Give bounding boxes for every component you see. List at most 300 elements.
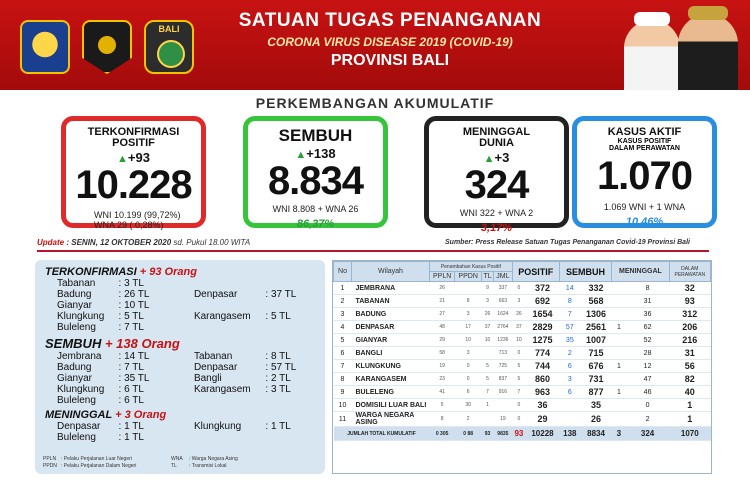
total-new-recovered: 138	[559, 427, 580, 441]
cell-region: KARANGASEM	[352, 373, 430, 386]
recovered-label: SEMBUH	[278, 126, 353, 145]
region-count: : 1 TL	[118, 432, 144, 443]
cell-tl: 5	[482, 373, 494, 386]
cell-recovered-total: 731	[580, 373, 611, 386]
portrait-official-1	[624, 20, 680, 90]
cell-no: 11	[334, 412, 352, 427]
region-table-container	[332, 260, 712, 474]
total-new-deaths: 3	[612, 427, 626, 441]
cell-positive-total: 2829	[526, 321, 560, 334]
cell-recovered-total: 26	[580, 412, 611, 427]
confirmed-label-2: POSITIF	[112, 137, 155, 149]
cell-new-positive: 37	[512, 321, 525, 334]
source-note: Sumber: Press Release Satuan Tugas Penanganan Covid-19 Provinsi Bali	[445, 239, 690, 246]
region-row	[57, 278, 315, 289]
cell-ppdn: 0	[455, 360, 482, 373]
region-name: Badung	[57, 289, 92, 300]
cell-tl: 1	[482, 399, 494, 412]
cell-ppln: 41	[430, 386, 455, 399]
recovered-card	[243, 116, 388, 228]
table-row	[334, 373, 711, 386]
deaths-group-heading	[45, 409, 315, 421]
cell-tl: 26	[482, 308, 494, 321]
cell-positive-total: 1275	[526, 334, 560, 347]
confirmed-detail-wna: WNA 29 ( 0,28%)	[94, 220, 164, 230]
note-desc: : Pelaku Perjalanan Luar Negeri	[61, 456, 132, 462]
cell-new-deaths	[612, 334, 626, 347]
region-name: Denpasar	[57, 421, 101, 432]
region-row	[57, 384, 315, 395]
cell-new-recovered	[559, 412, 580, 427]
cell-recovered-total: 676	[580, 360, 611, 373]
cell-in-care: 93	[669, 295, 710, 308]
cell-new-positive: 26	[512, 308, 525, 321]
cell-positive-total: 774	[526, 347, 560, 360]
cell-positive-total: 1654	[526, 308, 560, 321]
table-row	[334, 360, 711, 373]
region-name: Buleleng	[57, 432, 96, 443]
table-row	[334, 412, 711, 427]
region-count	[265, 300, 315, 311]
confirmed-card	[61, 116, 206, 228]
total-jml: 9835	[494, 427, 513, 441]
abbreviation-notes	[43, 456, 238, 470]
cell-new-deaths	[612, 347, 626, 360]
col-deaths: MENINGGAL	[612, 262, 669, 282]
note-desc: : Warga Negara Asing	[189, 456, 238, 462]
table-row	[334, 308, 711, 321]
deaths-delta-value: +3	[494, 150, 510, 165]
cell-ppln: 48	[430, 321, 455, 334]
recovered-group-unit: Orang	[141, 336, 180, 351]
table-total-row	[334, 427, 711, 441]
total-tl: 93	[482, 427, 494, 441]
region-count: : 7 TL	[118, 322, 144, 333]
region-name: Jembrana	[57, 351, 102, 362]
header-banner	[0, 0, 750, 90]
cell-ppdn: 30	[455, 399, 482, 412]
cell-region: BULELENG	[352, 386, 430, 399]
note-abbr: PPDN	[43, 463, 57, 469]
cell-region: BANGLI	[352, 347, 430, 360]
region-name: Karangasem	[193, 384, 251, 395]
cell-new-deaths	[612, 308, 626, 321]
recovered-group-heading	[45, 336, 315, 351]
cell-tl: 7	[482, 386, 494, 399]
table-row	[334, 295, 711, 308]
cell-region: BADUNG	[352, 308, 430, 321]
cell-in-care: 1	[669, 412, 710, 427]
region-name: Buleleng	[57, 395, 96, 406]
cell-new-positive: 0	[512, 399, 525, 412]
cell-new-deaths: 1	[612, 360, 626, 373]
deaths-group-title: MENINGGAL	[45, 409, 113, 421]
cell-no: 7	[334, 360, 352, 373]
cell-no: 9	[334, 386, 352, 399]
cell-jml: 337	[494, 282, 513, 295]
cell-new-positive: 3	[512, 295, 525, 308]
cell-new-recovered: 7	[559, 308, 580, 321]
region-count	[265, 278, 315, 289]
region-name: Denpasar	[193, 362, 238, 373]
region-name: Gianyar	[57, 300, 93, 311]
region-name: Klungkung	[193, 421, 242, 432]
region-count: : 1 TL	[118, 421, 144, 432]
cell-new-positive: 0	[512, 412, 525, 427]
region-count	[265, 432, 315, 443]
region-name: Tabanan	[57, 278, 96, 289]
cell-positive-total: 744	[526, 360, 560, 373]
region-row	[57, 362, 315, 373]
section-title: PERKEMBANGAN AKUMULATIF	[255, 95, 495, 111]
cell-deaths-total: 8	[626, 282, 669, 295]
recovered-region-list	[57, 351, 315, 406]
cell-region: JEMBRANA	[352, 282, 430, 295]
col-positive: POSITIF	[512, 262, 559, 282]
cell-new-recovered: 57	[559, 321, 580, 334]
cell-new-deaths	[612, 412, 626, 427]
active-card	[572, 116, 717, 228]
cell-tl	[482, 347, 494, 360]
cell-ppdn: 17	[455, 321, 482, 334]
cell-positive-total: 692	[526, 295, 560, 308]
cell-new-recovered: 2	[559, 347, 580, 360]
cell-ppln: 21	[430, 295, 455, 308]
region-row	[57, 322, 315, 333]
bali-police-emblem	[144, 20, 194, 74]
region-row	[57, 311, 315, 322]
cell-ppdn: 6	[455, 386, 482, 399]
deaths-detail: WNI 322 + WNA 2	[459, 208, 534, 218]
region-name	[194, 278, 265, 289]
confirmed-region-list	[57, 278, 315, 333]
cell-in-care: 216	[669, 334, 710, 347]
cell-deaths-total: 31	[626, 295, 669, 308]
cell-region: DENPASAR	[352, 321, 430, 334]
deaths-percent: 3,17%	[480, 222, 513, 234]
header-subtitle: CORONA VIRUS DISEASE 2019 (COVID-19)	[267, 35, 513, 49]
note-desc: : Transmisi Lokal	[189, 463, 227, 469]
recovered-detail: WNI 8.808 + WNA 26	[272, 204, 359, 214]
cell-positive-total: 860	[526, 373, 560, 386]
cell-recovered-total: 877	[580, 386, 611, 399]
cell-in-care: 312	[669, 308, 710, 321]
total-ppln: 0 305	[430, 427, 455, 441]
region-row	[57, 289, 315, 300]
cell-region: WARGA NEGARA ASING	[352, 412, 430, 427]
cell-recovered-total: 1007	[580, 334, 611, 347]
cell-no: 3	[334, 308, 352, 321]
portrait-official-2	[678, 14, 738, 90]
cell-in-care: 40	[669, 386, 710, 399]
cell-ppdn	[455, 282, 482, 295]
cell-new-positive: 0	[512, 282, 525, 295]
cell-jml: 663	[494, 295, 513, 308]
region-count: : 14 TL	[118, 351, 150, 362]
cell-positive-total: 36	[526, 399, 560, 412]
region-row	[57, 432, 315, 443]
region-count: : 26 TL	[118, 289, 150, 300]
total-in-care: 1070	[669, 427, 710, 441]
cell-new-positive: 5	[512, 373, 525, 386]
total-recovered: 8834	[580, 427, 611, 441]
cell-jml: 1624	[494, 308, 513, 321]
active-sub-2: DALAM PERAWATAN	[609, 145, 680, 152]
cell-new-recovered	[559, 399, 580, 412]
col-in-care-1: DALAM	[681, 265, 699, 272]
cell-ppln: 5	[430, 399, 455, 412]
table-row	[334, 399, 711, 412]
header-title-block	[200, 10, 580, 70]
cell-new-positive: 0	[512, 347, 525, 360]
cell-ppdn: 3	[455, 308, 482, 321]
cell-jml: 19	[494, 412, 513, 427]
total-ppdn: 0 88	[455, 427, 482, 441]
note-desc: : Pelaku Perjalanan Dalam Negeri	[61, 463, 137, 469]
update-line	[37, 238, 250, 247]
total-new-positive: 93	[512, 427, 525, 441]
cell-new-positive: 10	[512, 334, 525, 347]
active-percent: 10,46%	[625, 216, 664, 228]
cell-positive-total: 29	[526, 412, 560, 427]
recovered-group-title: SEMBUH	[45, 336, 102, 351]
cell-deaths-total: 28	[626, 347, 669, 360]
recovered-value: 8.834	[267, 159, 364, 203]
region-name: Buleleng	[57, 322, 96, 333]
cell-tl: 10	[482, 334, 494, 347]
deaths-group-unit: Orang	[133, 409, 167, 421]
cell-new-positive: 7	[512, 386, 525, 399]
table-row	[334, 386, 711, 399]
cell-in-care: 56	[669, 360, 710, 373]
cell-no: 2	[334, 295, 352, 308]
cell-recovered-total: 2561	[580, 321, 611, 334]
region-name: Bangli	[193, 373, 222, 384]
cell-new-deaths: 1	[612, 321, 626, 334]
up-triangle-icon: ▲	[483, 153, 495, 165]
active-detail: 1.069 WNI + 1 WNA	[603, 202, 686, 212]
col-tl: TL	[483, 273, 492, 280]
note-line	[43, 463, 238, 470]
note-abbr: PPLN	[43, 456, 57, 462]
confirmed-label: TERKONFIRMASI	[87, 126, 180, 138]
cell-positive-total: 372	[526, 282, 560, 295]
deaths-label-2: DUNIA	[479, 137, 514, 149]
cell-deaths-total: 47	[626, 373, 669, 386]
cell-new-deaths	[612, 399, 626, 412]
cell-region: DOMISILI LUAR BALI	[352, 399, 430, 412]
cell-ppdn: 10	[455, 334, 482, 347]
cell-deaths-total: 2	[626, 412, 669, 427]
cell-in-care: 32	[669, 282, 710, 295]
cell-jml: 916	[494, 386, 513, 399]
region-name	[194, 300, 265, 311]
udayana-military-emblem	[82, 20, 132, 74]
region-count: : 1 TL	[265, 421, 291, 432]
cell-ppdn: 3	[455, 347, 482, 360]
confirmed-group-count: + 93	[139, 266, 162, 278]
col-ppdn: PPDN	[455, 272, 482, 282]
update-time: sd. Pukul 18.00 WITA	[173, 238, 251, 247]
region-table-body	[334, 282, 711, 441]
region-count: : 2 TL	[265, 373, 291, 384]
total-positive: 10228	[526, 427, 560, 441]
region-name: Klungkung	[57, 384, 105, 395]
cell-ppln: 19	[430, 360, 455, 373]
region-name: Klungkung	[57, 311, 105, 322]
region-row	[57, 300, 315, 311]
cell-new-deaths	[612, 295, 626, 308]
update-label: Update	[37, 238, 65, 247]
cell-new-recovered: 6	[559, 386, 580, 399]
cell-positive-total: 963	[526, 386, 560, 399]
cell-ppln: 27	[430, 308, 455, 321]
cell-deaths-total: 36	[626, 308, 669, 321]
cell-in-care: 82	[669, 373, 710, 386]
cell-no: 4	[334, 321, 352, 334]
region-count: : 57 TL	[265, 362, 297, 373]
region-count: : 6 TL	[118, 395, 144, 406]
header-province: PROVINSI BALI	[330, 52, 450, 69]
region-row	[57, 373, 315, 384]
police-emblem-text: BALI	[158, 24, 180, 34]
cell-recovered-total: 1306	[580, 308, 611, 321]
cell-jml: 713	[494, 347, 513, 360]
total-deaths: 324	[626, 427, 669, 441]
cell-in-care: 1	[669, 399, 710, 412]
table-row	[334, 321, 711, 334]
cell-no: 10	[334, 399, 352, 412]
confirmed-value: 10.228	[75, 163, 192, 207]
recovered-delta-value: +138	[306, 146, 336, 161]
cell-region: KLUNGKUNG	[352, 360, 430, 373]
update-date: : SENIN, 12 OKTOBER 2020	[66, 238, 172, 247]
cell-new-positive: 5	[512, 360, 525, 373]
region-count: : 6 TL	[118, 384, 144, 395]
cell-region: TABANAN	[352, 295, 430, 308]
cell-tl: 37	[482, 321, 494, 334]
region-count: : 8 TL	[265, 351, 291, 362]
cell-ppln: 29	[430, 334, 455, 347]
region-row	[57, 421, 315, 432]
cell-ppdn: 2	[455, 412, 482, 427]
active-sub-1: KASUS POSITIF	[617, 138, 672, 145]
cell-region: GIANYAR	[352, 334, 430, 347]
cell-new-recovered: 35	[559, 334, 580, 347]
cell-tl	[482, 412, 494, 427]
region-count: : 37 TL	[265, 289, 297, 300]
cell-ppln: 8	[430, 412, 455, 427]
cell-no: 8	[334, 373, 352, 386]
region-count: : 5 TL	[265, 311, 291, 322]
cell-ppln: 58	[430, 347, 455, 360]
cell-jml: 837	[494, 373, 513, 386]
cell-jml: 1236	[494, 334, 513, 347]
daily-summary-panel	[35, 260, 325, 474]
cell-new-recovered: 3	[559, 373, 580, 386]
table-row	[334, 282, 711, 295]
divider	[37, 250, 709, 252]
cell-deaths-total: 62	[626, 321, 669, 334]
cell-no: 5	[334, 334, 352, 347]
bali-province-emblem	[20, 20, 70, 74]
col-recovered: SEMBUH	[559, 262, 611, 282]
table-row	[334, 347, 711, 360]
confirmed-group-unit: Orang	[164, 266, 197, 278]
cell-deaths-total: 0	[626, 399, 669, 412]
region-count: : 5 TL	[118, 311, 144, 322]
cell-in-care: 206	[669, 321, 710, 334]
region-count: : 10 TL	[118, 300, 150, 311]
col-region: Wilayah	[352, 262, 430, 282]
col-no: No	[334, 262, 352, 282]
cell-ppdn: 0	[455, 373, 482, 386]
col-new-cases: Penambahan Kasus Positif	[430, 262, 513, 272]
cell-jml	[494, 399, 513, 412]
deaths-group-count: + 3	[115, 409, 131, 421]
cell-new-recovered: 14	[559, 282, 580, 295]
region-count: : 3 TL	[118, 278, 144, 289]
cell-recovered-total: 715	[580, 347, 611, 360]
cell-recovered-total: 35	[580, 399, 611, 412]
table-row	[334, 334, 711, 347]
logo-group	[20, 20, 194, 74]
cell-new-deaths	[612, 373, 626, 386]
officials-portraits	[620, 6, 740, 90]
confirmed-delta-value: +93	[127, 150, 150, 165]
cell-new-deaths: 1	[612, 386, 626, 399]
region-name: Denpasar	[193, 289, 238, 300]
cell-deaths-total: 52	[626, 334, 669, 347]
header-title: SATUAN TUGAS PENANGANAN	[238, 10, 542, 31]
note-abbr: WNA	[171, 456, 183, 462]
deaths-value: 324	[464, 163, 529, 207]
confirmed-detail-wni: WNI 10.199 (99,72%)	[94, 210, 181, 220]
col-in-care-2: PERAWATAN	[674, 271, 706, 278]
cell-tl: 9	[482, 282, 494, 295]
confirmed-group-heading	[45, 266, 315, 278]
cell-jml: 725	[494, 360, 513, 373]
region-name: Tabanan	[193, 351, 233, 362]
up-triangle-icon: ▲	[295, 149, 307, 161]
cell-new-deaths	[612, 282, 626, 295]
col-jml: JML	[494, 272, 513, 282]
deaths-card	[424, 116, 569, 234]
active-label: KASUS AKTIF	[607, 126, 682, 138]
cell-deaths-total: 46	[626, 386, 669, 399]
recovered-percent: 86,37%	[296, 218, 335, 230]
region-row	[57, 351, 315, 362]
region-count: : 3 TL	[265, 384, 291, 395]
region-count	[265, 322, 315, 333]
cell-no: 6	[334, 347, 352, 360]
col-ppln: PPLN	[430, 272, 455, 282]
cell-new-recovered: 6	[559, 360, 580, 373]
cell-ppln: 23	[430, 373, 455, 386]
region-name	[194, 395, 265, 406]
cell-recovered-total: 332	[580, 282, 611, 295]
cell-in-care: 31	[669, 347, 710, 360]
region-name	[194, 432, 265, 443]
cell-jml: 2764	[494, 321, 513, 334]
cell-ppdn: 8	[455, 295, 482, 308]
deaths-region-list	[57, 421, 315, 443]
cell-recovered-total: 568	[580, 295, 611, 308]
total-label: JUMLAH TOTAL KUMULATIF	[334, 427, 430, 441]
region-name: Gianyar	[57, 373, 93, 384]
region-name: Badung	[57, 362, 92, 373]
region-count: : 35 TL	[118, 373, 150, 384]
